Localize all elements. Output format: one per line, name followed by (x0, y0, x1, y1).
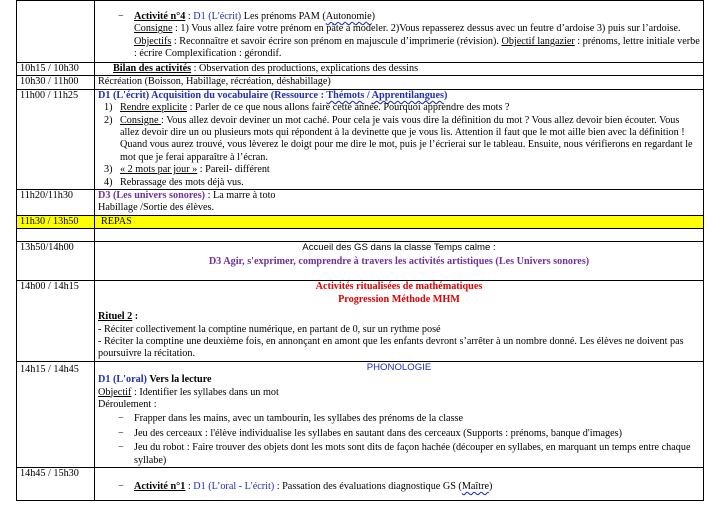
activity-cell (95, 1, 704, 63)
accueil-text: Accueil des GS dans la classe Temps calme : (302, 242, 496, 254)
time-cell: 11h30 / 13h50 (17, 215, 95, 228)
table-row (17, 467, 704, 500)
consigne-label: Consigne (134, 23, 173, 35)
time-cell: 14h45 / 15h30 (17, 467, 95, 500)
activity-cell (95, 63, 704, 76)
item-text: Rebrassage des mots déjà vus. (120, 176, 244, 188)
list-item (98, 115, 700, 165)
objectif-label: Objectif (98, 386, 132, 398)
accueil-domain: D3 Agir, s'exprimer, comprendre à travers les activités artistiques (Les Univers sonores) (208, 255, 590, 267)
math-subtitle: Progression Méthode MHM (338, 293, 460, 305)
separator: : (185, 11, 194, 22)
item-number: 2) (104, 114, 113, 126)
objectifs-text: : Reconnaître et savoir écrire son prénom en majuscule d’imprimerie (révision). (171, 35, 502, 47)
activity-cell (95, 361, 704, 467)
separator: : (132, 311, 139, 323)
apprentilangues-link[interactable]: Apprentilangues (371, 89, 444, 101)
close-paren: ) (488, 480, 493, 492)
item-label: Consigne (120, 114, 162, 126)
activity-note: Habillage /Sortie des élèves. (98, 202, 214, 214)
time-cell: 11h20/11h30 (17, 190, 95, 216)
rituel-heading (98, 311, 700, 323)
table-row (17, 76, 704, 89)
table-row (17, 215, 704, 228)
time-cell: 11h00 / 11h25 (17, 89, 95, 189)
time-cell (17, 229, 95, 242)
list-item (98, 481, 700, 493)
objectifs-label: Objectifs (134, 35, 172, 47)
heading-text: D1 (L'écrit) Acquisition du vocabulaire (Ressource : (98, 89, 327, 101)
activity-title: Activité n°1 (134, 480, 186, 492)
list-item (98, 177, 700, 189)
time-cell (17, 1, 95, 63)
table-row (17, 242, 704, 281)
phono-title: PHONOLOGIE (366, 361, 432, 373)
math-title: Activités ritualisées de mathématiques (315, 281, 483, 293)
time-cell: 10h30 / 11h00 (17, 76, 95, 89)
activity-title: Activité n°4 (134, 11, 186, 22)
themots-link[interactable]: Thémots (326, 89, 365, 101)
list-item (98, 102, 700, 114)
table-row (17, 229, 704, 242)
repas-cell: REPAS (95, 215, 704, 228)
separator: : (185, 480, 194, 492)
bilan-text: : Observation des productions, explications des dessins (191, 63, 419, 74)
objectif-langazier-text: : prénoms, lettre initiale verbe : écrire Complexification : gérondif. (134, 35, 700, 60)
domain-label: D1 (L’oral - L'écrit) (193, 480, 275, 492)
close-paren: ) (371, 11, 375, 22)
autonomie-text: Autonomie (325, 11, 372, 22)
table-row (17, 281, 704, 361)
activity-text: : Passation des évaluations diagnostique GS ( (274, 480, 462, 492)
item-label: Rendre explicite (120, 102, 188, 114)
item-number: 4) (104, 176, 113, 188)
time-cell: 14h00 / 14h15 (17, 281, 95, 361)
activity-body (98, 23, 700, 60)
domain-label: D1 (L'oral) (98, 374, 147, 386)
activity-text: Les prénoms PAM ( (241, 11, 326, 22)
maitre-text: Maître (461, 480, 489, 492)
rituel-label: Rituel 2 (98, 311, 133, 323)
list-item: − Jeu des cerceaux : l'élève individualise les syllabes en sautant dans des cerceaux (Supports : prénoms, banque d'images) (98, 428, 700, 440)
objectif-text: : Identifier les syllabes dans un mot (131, 386, 279, 398)
item-number: 3) (104, 164, 113, 176)
phono-subtitle: Vers la lecture (146, 374, 212, 386)
table-row (17, 190, 704, 216)
activity-cell (95, 242, 704, 281)
time-cell: 10h15 / 10h30 (17, 63, 95, 76)
activity-cell (95, 229, 704, 242)
activity-cell (95, 190, 704, 216)
close-paren: ) (443, 89, 448, 101)
schedule-table (16, 0, 704, 501)
list-item: − Jeu du robot : Faire trouver des objets dont les mots sont dits de façon hachée (découper en syllabes, en marquant un temps entre chaque syllabe) (98, 442, 700, 467)
item-label: « 2 mots par jour » (120, 164, 198, 176)
item-text: : Vous allez devoir deviner un mot caché. Pour cela je vais vous dire la définition du mot ? Vous allez devoir bien écouter. Vous allez devoir dire un ou plusieurs mots qui répondent à la devinette que je vous lis. Attention il faut que le mot aille bien avec la définition ! Quand vous aurez trouvé, vous lèverez le doigt pour me dire le mot, puis je l’écrierai sur le tableau. Ensuite, nous vérifierons en regardant le mot que je ferai apparaître à l’écran. (120, 114, 693, 163)
item-number: 1) (104, 102, 113, 114)
domain-label: D3 (Les univers sonores) (98, 190, 206, 202)
item-text: : Pareil- différent (197, 164, 270, 176)
time-cell: 13h50/14h00 (17, 242, 95, 281)
activity-cell (95, 89, 704, 189)
activity-cell: Récréation (Boisson, Habillage, récréation, déshabillage) (95, 76, 704, 89)
vocab-heading (98, 90, 700, 102)
table-row (17, 361, 704, 467)
list-item: − Frapper dans les mains, avec un tambourin, les syllabes des prénoms de la classe (98, 413, 700, 425)
list-item (98, 11, 700, 23)
table-row (17, 89, 704, 189)
list-item: - Réciter la comptine une deuxième fois, en annonçant en amont que les enfants devront s’arrêter à un nombre donné. Les élèves ne doivent pas poursuivre la récitation. (98, 335, 684, 360)
table-row (17, 63, 704, 76)
list-item (98, 164, 700, 176)
bilan-label: Bilan des activités (113, 63, 192, 74)
item-text: : Parler de ce que nous allons faire cette année. Pourquoi apprendre des mots ? (187, 102, 510, 114)
time-cell: 14h15 / 14h45 (17, 361, 95, 467)
objectif-langazier-label: Objectif langazier (501, 35, 575, 47)
table-row (17, 1, 704, 63)
deroulement-label: Déroulement : (98, 398, 157, 410)
activity-text: : La marre à toto (205, 190, 276, 202)
activity-cell (95, 281, 704, 361)
list-item: - Réciter collectivement la comptine numérique, en partant de 0, sur un rythme posé (98, 323, 441, 335)
consigne-text: : 1) Vous allez faire votre prénom en pâte à modeler. 2)Vous repasserez dessus avec un feutre d’ardoise 3) puis sur l’ardoise. (172, 23, 681, 35)
activity-cell (95, 467, 704, 500)
separator: / (364, 89, 372, 101)
domain-label: D1 (L'écrit) (193, 11, 242, 22)
